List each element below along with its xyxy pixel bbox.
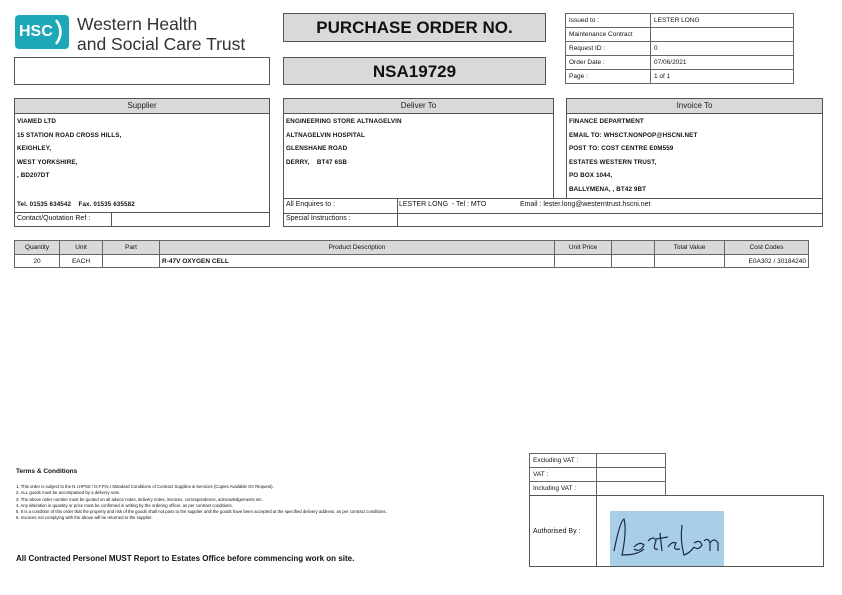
info-label: Order Date :: [566, 56, 651, 70]
supplier-line: KEIGHLEY,: [17, 145, 52, 153]
info-label: Page :: [566, 70, 651, 84]
po-number: NSA19729: [372, 62, 457, 81]
cell-cost-codes: E0A302 / 30184240: [725, 255, 809, 268]
info-value: 07/06/2021: [651, 56, 794, 70]
deliver-line: DERRY, BT47 6SB: [286, 158, 348, 166]
info-value: [651, 28, 794, 42]
totals-label: VAT :: [530, 468, 597, 482]
order-items-table: [14, 240, 809, 268]
cell-unit-price: [555, 255, 612, 268]
totals-value: [597, 454, 666, 468]
contractor-notice: All Contracted Personel MUST Report to Estates Office before commencing work on site.: [16, 554, 355, 563]
items-header-row: [15, 241, 809, 255]
invoice-line: EMAIL TO: WHSCT.NONPOP@HSCNI.NET: [569, 131, 698, 139]
info-label: Issued to :: [566, 14, 651, 28]
supplier-header: Supplier: [15, 99, 269, 114]
supplier-line: WEST YORKSHIRE,: [17, 158, 78, 166]
totals-row-excl-vat: [530, 454, 666, 468]
cell-unit: EACH: [60, 255, 103, 268]
po-heading: PURCHASE ORDER NO.: [316, 18, 513, 37]
supplier-tel-fax: Tel. 01535 634542 Fax. 01535 635582: [17, 201, 135, 208]
col-header-cost-codes: Cost Codes: [725, 241, 809, 255]
info-row-page: [566, 70, 794, 84]
signature-image: [610, 511, 724, 566]
signature-text: Lester Long: [610, 511, 616, 512]
deliver-line: GLENSHANE ROAD: [286, 145, 348, 153]
reference-box: [14, 57, 270, 85]
deliver-line: ALTNAGELVIN HOSPITAL: [286, 131, 365, 139]
deliver-to-header: Deliver To: [284, 99, 553, 114]
terms-line: 3. The above order number must be quoted on all advice notes, delivery notes, invoices, correspondence, acknowledgements etc.: [16, 496, 263, 502]
invoice-to-box: [566, 98, 823, 199]
terms-line: 6. Invoices not complying with the above will be returned to the supplier.: [16, 515, 153, 521]
info-row-request-id: [566, 42, 794, 56]
trust-name-line2: and Social Care Trust: [77, 34, 246, 54]
terms-line: 1. This order is subject to the N.I.HPSS / D.F.P.N.I Standard Conditions of Contract Supplies & Services (Copies Available On Request).: [16, 484, 274, 489]
supplier-box: [14, 98, 270, 227]
special-instructions-label: Special Instructions :: [286, 215, 351, 222]
info-label: Request ID :: [566, 42, 651, 56]
supplier-line: , BD207DT: [17, 172, 50, 180]
info-value: 1 of 1: [651, 70, 794, 84]
hsc-badge-text: HSC: [19, 23, 53, 40]
totals-label: Excluding VAT :: [530, 454, 597, 468]
totals-row-vat: [530, 468, 666, 482]
po-number-box: [283, 57, 546, 85]
cell-total-value: [655, 255, 725, 268]
enquiries-label: All Enquires to :: [286, 201, 336, 208]
trust-logo: [14, 14, 274, 54]
enquiries-email: Email : lester.long@westerntrust.hscni.net: [520, 201, 651, 208]
terms-section: [16, 468, 526, 522]
totals-value: [597, 468, 666, 482]
invoice-line: ESTATES WESTERN TRUST,: [569, 158, 657, 166]
cell-description: R-47V OXYGEN CELL: [160, 255, 555, 268]
deliver-to-box: [283, 98, 554, 199]
hsc-badge: [15, 15, 69, 49]
po-heading-box: [283, 13, 546, 42]
cell-blank: [612, 255, 655, 268]
col-header-unit-price: Unit Price: [555, 241, 612, 255]
info-row-maintenance-contract: [566, 28, 794, 42]
terms-line: 2. ALL goods must be accompanied by a delivery note.: [16, 490, 121, 496]
supplier-line: VIAMED LTD: [17, 118, 57, 125]
col-header-description: Product Description: [160, 241, 555, 255]
col-header-total-value: Total Value: [655, 241, 725, 255]
authorised-box: [529, 495, 824, 567]
invoice-line: FINANCE DEPARTMENT: [569, 118, 644, 125]
terms-line: 4. Any alteration in quantity or price must be confirmed in writing by the ordering officer, as per contract conditions.: [16, 502, 233, 508]
enquiries-box: [283, 198, 823, 227]
trust-name-line1: Western Health: [77, 14, 198, 34]
totals-label: Including VAT :: [530, 482, 597, 496]
deliver-line: ENGINEERING STORE ALTNAGELVIN: [286, 118, 402, 125]
contact-row: [15, 212, 269, 227]
contact-value-cell: [111, 213, 270, 227]
info-value: 0: [651, 42, 794, 56]
info-row-order-date: [566, 56, 794, 70]
invoice-to-header: Invoice To: [567, 99, 822, 114]
terms-title: Terms & Conditions: [16, 468, 78, 475]
invoice-line: BALLYMENA, , BT42 9BT: [569, 185, 647, 193]
cell-part: [103, 255, 160, 268]
authorised-label: Authorised By :: [533, 528, 581, 535]
invoice-line: POST TO: COST CENTRE E0M559: [569, 145, 674, 153]
totals-value: [597, 482, 666, 496]
totals-row-incl-vat: [530, 482, 666, 496]
invoice-line: PO BOX 1044,: [569, 172, 613, 180]
cell-quantity: 20: [15, 255, 60, 268]
col-header-quantity: Quantity: [15, 241, 60, 255]
supplier-line: 15 STATION ROAD CROSS HILLS,: [17, 131, 122, 139]
signature-scribble: [610, 511, 724, 566]
info-row-issued-to: [566, 14, 794, 28]
info-label: Maintenance Contract: [566, 28, 651, 42]
terms-line: 5. It is a condition of this order that the property and risk of the goods shall not pass to the supplier until the goods have been accepted at the specified delivery address, as per contract conditions.: [16, 509, 387, 515]
contact-label: Contact/Quotation Ref :: [17, 215, 91, 222]
col-header-part: Part: [103, 241, 160, 255]
col-header-unit: Unit: [60, 241, 103, 255]
table-row: [15, 255, 809, 268]
enquiries-value: LESTER LONG - Tel : MTO: [399, 201, 487, 208]
totals-table: [529, 453, 666, 496]
info-value: LESTER LONG: [651, 14, 794, 28]
order-info-table: [565, 13, 794, 84]
col-header-blank: [612, 241, 655, 255]
